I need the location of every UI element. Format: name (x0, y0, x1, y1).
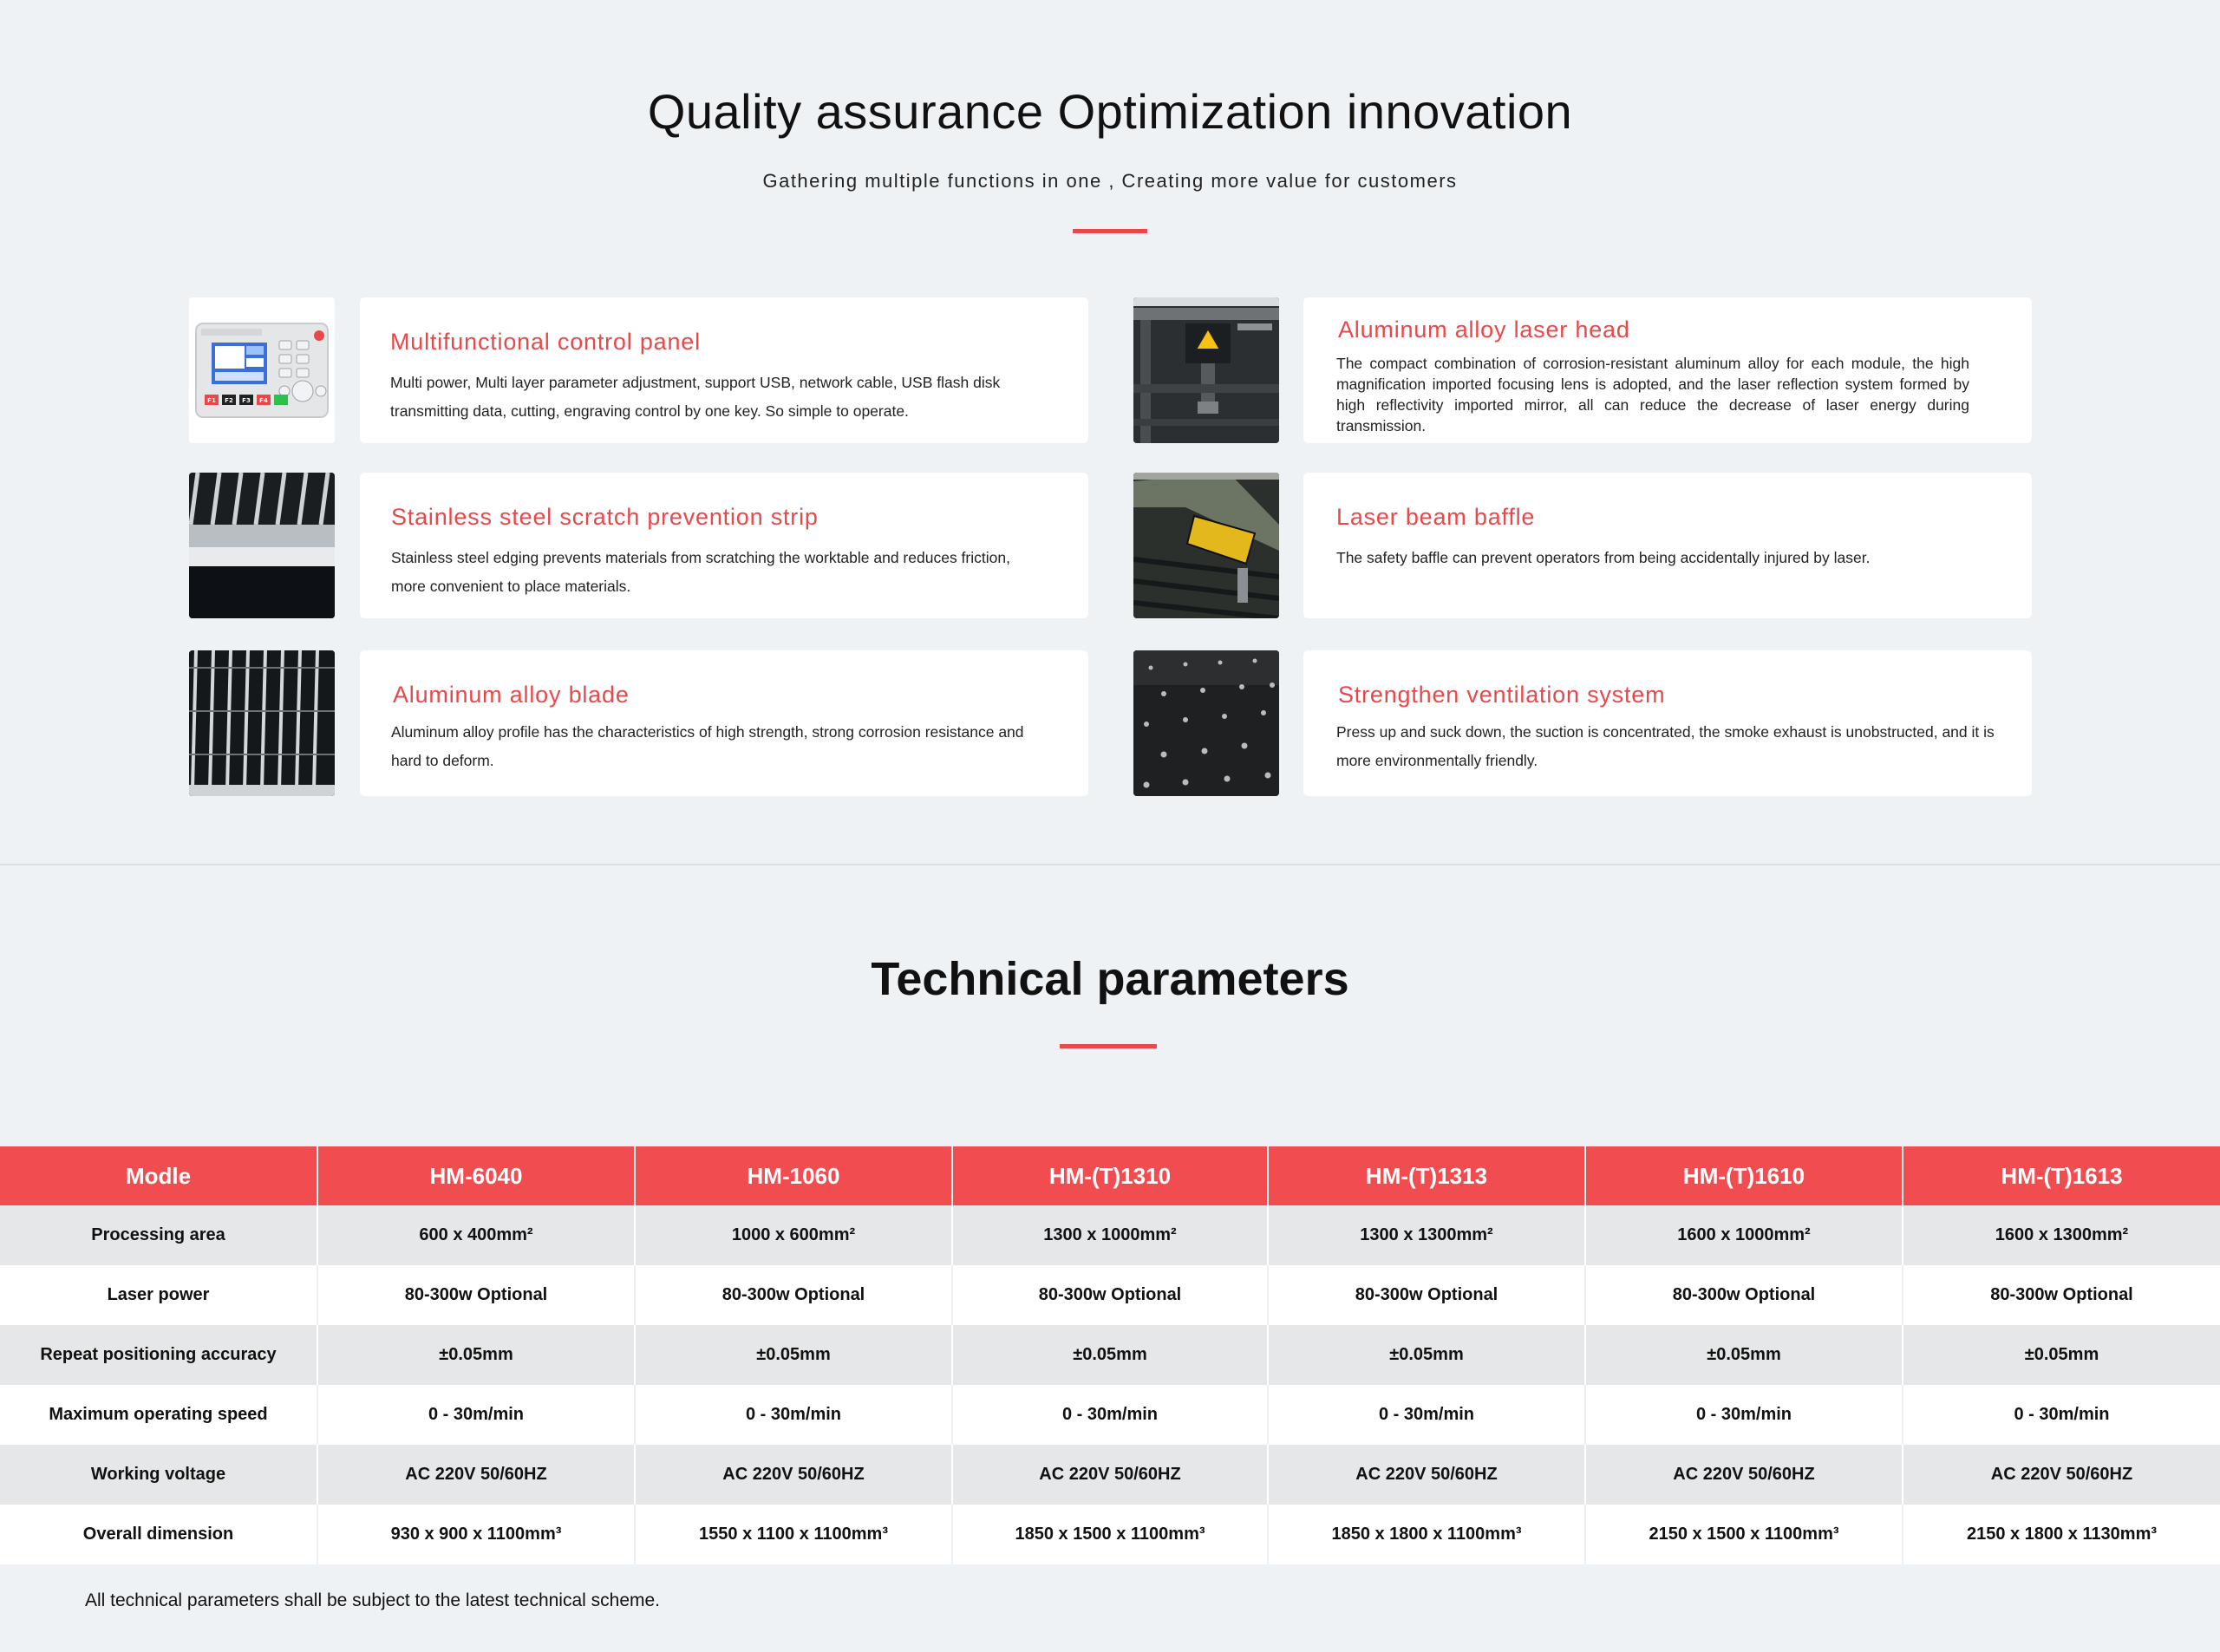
column-header: HM-(T)1613 (1903, 1146, 2220, 1205)
table-cell: 80-300w Optional (1585, 1265, 1903, 1325)
table-row (0, 1505, 2220, 1564)
technical-accent-bar (1060, 1044, 1157, 1048)
table-cell: ±0.05mm (1585, 1325, 1903, 1385)
table-cell: 0 - 30m/min (952, 1385, 1268, 1445)
spec-table (0, 1146, 2220, 1564)
feature-title: Stainless steel scratch prevention strip (391, 504, 819, 530)
table-cell: 0 - 30m/min (1585, 1385, 1903, 1445)
table-cell: ±0.05mm (635, 1325, 952, 1385)
feature-card-control-panel (360, 297, 1088, 443)
laser-baffle-image (1133, 473, 1279, 618)
feature-card-steel-strip (360, 473, 1088, 618)
table-header-row (0, 1146, 2220, 1205)
feature-card-laser-head (1303, 297, 2032, 443)
table-cell: 80-300w Optional (1268, 1265, 1585, 1325)
panel-key-f1: F1 (207, 397, 216, 404)
feature-description: Stainless steel edging prevents materials from scratching the worktable and reduces friction, more convenient to place materials. (391, 549, 1010, 595)
column-header: HM-6040 (317, 1146, 635, 1205)
feature-card-aluminum-blade (360, 650, 1088, 796)
table-cell: AC 220V 50/60HZ (1585, 1445, 1903, 1505)
table-cell: 80-300w Optional (317, 1265, 635, 1325)
table-cell: 1300 x 1000mm² (952, 1205, 1268, 1265)
column-header: HM-(T)1310 (952, 1146, 1268, 1205)
panel-key-f4: F4 (259, 397, 268, 404)
table-cell: 0 - 30m/min (1903, 1385, 2220, 1445)
table-cell: 1300 x 1300mm² (1268, 1205, 1585, 1265)
row-label: Repeat positioning accuracy (0, 1325, 317, 1385)
column-header: HM-1060 (635, 1146, 952, 1205)
feature-description: Aluminum alloy profile has the characteristics of high strength, strong corrosion resistance and hard to deform. (391, 723, 1024, 769)
features-subtitle: Gathering multiple functions in one , Creating more value for customers (762, 170, 1458, 192)
table-cell: 2150 x 1800 x 1130mm³ (1903, 1505, 2220, 1564)
table-cell: 80-300w Optional (952, 1265, 1268, 1325)
feature-card-laser-baffle (1303, 473, 2032, 618)
panel-key-f3: F3 (242, 397, 251, 404)
features-title: Quality assurance Optimization innovation (647, 84, 1573, 139)
feature-title: Aluminum alloy laser head (1338, 317, 1630, 343)
feature-title: Laser beam baffle (1336, 504, 1536, 530)
column-header: HM-(T)1610 (1585, 1146, 1903, 1205)
table-cell: ±0.05mm (952, 1325, 1268, 1385)
laser-head-image (1133, 297, 1279, 443)
table-cell: 80-300w Optional (1903, 1265, 2220, 1325)
feature-description: The safety baffle can prevent operators from being accidentally injured by laser. (1336, 549, 1871, 566)
aluminum-blade-image (189, 650, 335, 796)
table-cell: AC 220V 50/60HZ (1268, 1445, 1585, 1505)
column-header: HM-(T)1313 (1268, 1146, 1585, 1205)
table-cell: AC 220V 50/60HZ (1903, 1445, 2220, 1505)
table-cell: 930 x 900 x 1100mm³ (317, 1505, 635, 1564)
table-row (0, 1325, 2220, 1385)
feature-title: Aluminum alloy blade (393, 682, 630, 708)
feature-card-ventilation (1303, 650, 2032, 796)
row-label: Working voltage (0, 1445, 317, 1505)
row-label: Laser power (0, 1265, 317, 1325)
control-panel-image (189, 297, 335, 443)
table-cell: AC 220V 50/60HZ (635, 1445, 952, 1505)
technical-title: Technical parameters (871, 953, 1349, 1005)
technical-note: All technical parameters shall be subject to the latest technical scheme. (85, 1590, 661, 1610)
steel-strip-image (189, 473, 335, 618)
feature-title: Strengthen ventilation system (1338, 682, 1666, 708)
table-row (0, 1205, 2220, 1265)
table-cell: AC 220V 50/60HZ (952, 1445, 1268, 1505)
row-label: Maximum operating speed (0, 1385, 317, 1445)
feature-description: The compact combination of corrosion-resistant aluminum alloy for each module, the high magnification imported focusing lens is adopted, and the laser reflection system formed by high reflectivity imported mirror, all can reduce the decrease of laser energy during transmission. (1336, 355, 1969, 434)
title-accent-bar (1073, 229, 1147, 233)
feature-description: Multi power, Multi layer parameter adjustment, support USB, network cable, USB flash disk transmitting data, cutting, engraving control by one key. So simple to operate. (390, 374, 1001, 420)
table-cell: 1600 x 1300mm² (1903, 1205, 2220, 1265)
panel-key-f2: F2 (225, 397, 233, 404)
table-cell: 600 x 400mm² (317, 1205, 635, 1265)
table-row (0, 1445, 2220, 1505)
table-cell: ±0.05mm (1268, 1325, 1585, 1385)
feature-title: Multifunctional control panel (390, 329, 701, 355)
table-cell: 0 - 30m/min (317, 1385, 635, 1445)
table-cell: ±0.05mm (317, 1325, 635, 1385)
table-cell: 1850 x 1500 x 1100mm³ (952, 1505, 1268, 1564)
table-cell: 0 - 30m/min (1268, 1385, 1585, 1445)
table-row (0, 1265, 2220, 1325)
table-cell: 2150 x 1500 x 1100mm³ (1585, 1505, 1903, 1564)
table-cell: ±0.05mm (1903, 1325, 2220, 1385)
row-label: Overall dimension (0, 1505, 317, 1564)
table-cell: 1000 x 600mm² (635, 1205, 952, 1265)
table-cell: 1850 x 1800 x 1100mm³ (1268, 1505, 1585, 1564)
table-row (0, 1385, 2220, 1445)
feature-description: Press up and suck down, the suction is concentrated, the smoke exhaust is unobstructed, and it is more environmentally friendly. (1336, 723, 1995, 769)
table-cell: AC 220V 50/60HZ (317, 1445, 635, 1505)
column-header: Modle (0, 1146, 317, 1205)
ventilation-image (1133, 650, 1279, 796)
table-cell: 1550 x 1100 x 1100mm³ (635, 1505, 952, 1564)
table-cell: 80-300w Optional (635, 1265, 952, 1325)
table-cell: 1600 x 1000mm² (1585, 1205, 1903, 1265)
row-label: Processing area (0, 1205, 317, 1265)
table-cell: 0 - 30m/min (635, 1385, 952, 1445)
